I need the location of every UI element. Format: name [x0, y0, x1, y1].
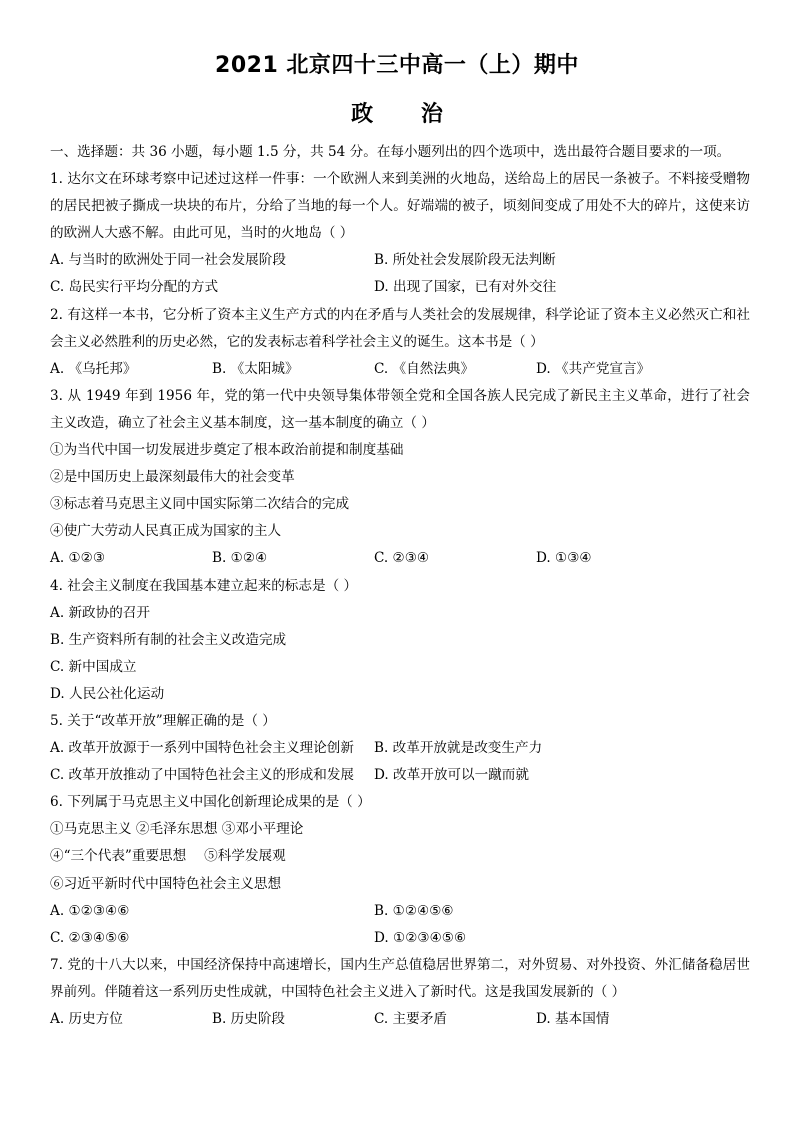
question-7-stem: 7. 党的十八大以来，中国经济保持中高速增长，国内生产总值稳居世界第二，对外贸易、对外投资、外汇储备稳居世界前列。伴随着这一系列历史性成就，中国特色社会主义进入了新时代。这是我国发展新的（ ） [50, 956, 750, 1000]
question-list [50, 139, 750, 1033]
question-6-statement-2: ④“三个代表”重要思想 ⑤科学发展观 [50, 848, 286, 865]
question-6-option-b: B. ①②④⑤⑥ [374, 902, 454, 919]
question-5-option-b: B. 改革开放就是改变生产力 [374, 740, 543, 757]
question-5-options-row-2 [50, 762, 750, 789]
question-3-statement-1: ①为当代中国一切发展进步奠定了根本政治前提和制度基础 [50, 442, 404, 459]
question-6-options-row-1 [50, 898, 750, 925]
question-6-statement-1: ①马克思主义 ②毛泽东思想 ③邓小平理论 [50, 821, 304, 838]
question-7-option-c: C. 主要矛盾 [374, 1011, 447, 1027]
question-5-option-d: D. 改革开放可以一蹴而就 [374, 767, 529, 784]
question-4-option-d: D. 人民公社化运动 [50, 685, 165, 702]
question-1-options-row-2 [50, 274, 750, 301]
question-3-options [50, 545, 750, 572]
question-4-option-c: C. 新中国成立 [50, 658, 137, 675]
question-1-option-d: D. 出现了国家，已有对外交往 [374, 279, 557, 296]
question-1-option-a: A. 与当时的欧洲处于同一社会发展阶段 [50, 252, 286, 269]
question-1-options-row-1 [50, 247, 750, 274]
question-3-stem: 3. 从 1949 年到 1956 年，党的第一代中央领导集体带领全党和全国各族人民完成了新民主主义革命，进行了社会主义改造，确立了社会主义基本制度，这一基本制度的确立（ ） [50, 387, 750, 431]
question-7-option-b: B. 历史阶段 [212, 1011, 286, 1027]
question-7-option-d: D. 基本国情 [536, 1011, 610, 1027]
question-5-options-row-1 [50, 735, 750, 762]
question-7-options [50, 1006, 750, 1033]
question-1-option-c: C. 岛民实行平均分配的方式 [50, 279, 219, 296]
question-7-option-a: A. 历史方位 [50, 1011, 123, 1027]
question-2-option-c: C. 《自然法典》 [374, 360, 475, 377]
question-3-statement-3: ③标志着马克思主义同中国实际第二次结合的完成 [50, 496, 350, 513]
question-6-option-a: A. ①②③④⑥ [50, 902, 130, 919]
subject-title: 政 治 [351, 102, 443, 127]
section-instruction: 一、选择题：共 36 小题，每小题 1.5 分，共 54 分。在每小题列出的四个选项中，选出最符合题目要求的一项。 [50, 144, 731, 160]
question-2-option-d: D. 《共产党宣言》 [536, 360, 651, 377]
question-3-statement-2: ②是中国历史上最深刻最伟大的社会变革 [50, 469, 295, 486]
question-6-statement-3: ⑥习近平新时代中国特色社会主义思想 [50, 875, 282, 892]
question-4-option-b: B. 生产资料所有制的社会主义改造完成 [50, 631, 287, 648]
question-3-option-c: C. ②③④ [374, 550, 430, 567]
page-title: 2021 北京四十三中高一（上）期中 [215, 53, 579, 78]
question-6-stem: 6. 下列属于马克思主义中国化创新理论成果的是（ ） [50, 794, 371, 811]
question-3-option-b: B. ①②④ [212, 550, 268, 567]
question-4-option-a: A. 新政协的召开 [50, 604, 151, 621]
question-5-option-a: A. 改革开放源于一系列中国特色社会主义理论创新 [50, 740, 354, 757]
question-6-options-row-2 [50, 925, 750, 952]
question-3-option-a: A. ①②③ [50, 550, 106, 567]
question-2-option-a: A. 《乌托邦》 [50, 360, 137, 377]
question-6-option-d: D. ①②③④⑤⑥ [374, 929, 467, 946]
question-4-stem: 4. 社会主义制度在我国基本建立起来的标志是（ ） [50, 577, 358, 594]
question-5-option-c: C. 改革开放推动了中国特色社会主义的形成和发展 [50, 767, 355, 784]
question-3-option-d: D. ①③④ [536, 550, 592, 567]
question-2-option-b: B. 《太阳城》 [212, 360, 299, 377]
question-1-stem: 1. 达尔文在环球考察中记述过这样一件事：一个欧洲人来到美洲的火地岛，送给岛上的居民一条被子。不料接受赠物的居民把被子撕成一块块的布片，分给了当地的每一个人。好端端的被子，顷刻间变成了用处不大的碎片，这使来访的欧洲人大惑不解。由此可见，当时的火地岛（ ） [50, 171, 750, 242]
question-6-option-c: C. ②③④⑤⑥ [50, 929, 130, 946]
question-3-statement-4: ④使广大劳动人民真正成为国家的主人 [50, 523, 282, 540]
question-2-stem: 2. 有这样一本书，它分析了资本主义生产方式的内在矛盾与人类社会的发展规律，科学论证了资本主义必然灭亡和社会主义必然胜利的历史必然，它的发表标志着科学社会主义的诞生。这本书是（ ） [50, 306, 750, 350]
question-1-option-b: B. 所处社会发展阶段无法判断 [374, 252, 556, 269]
question-5-stem: 5. 关于“改革开放”理解正确的是（ ） [50, 712, 276, 729]
question-2-options [50, 356, 750, 383]
